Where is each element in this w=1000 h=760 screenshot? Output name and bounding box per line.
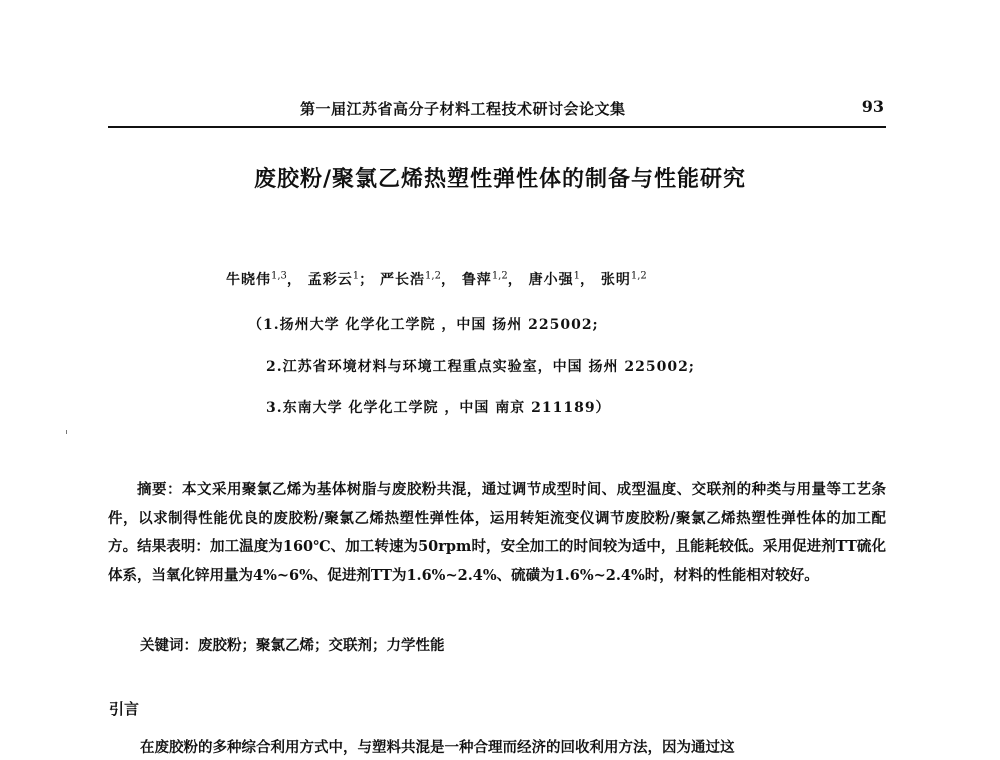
author-separator: ，	[286, 272, 302, 288]
keywords-line: 关键词：废胶粉；聚氯乙烯；交联剂；力学性能	[140, 637, 445, 654]
proceedings-title: 第一届江苏省高分子材料工程技术研讨会论文集	[300, 100, 626, 118]
author-affiliation-mark: 1,2	[425, 270, 441, 282]
author-name: 孟彩云	[307, 272, 353, 288]
introduction-first-line: 在废胶粉的多种综合利用方式中，与塑料共混是一种合理而经济的回收利用方法，因为通过这	[140, 739, 735, 756]
author-list	[226, 269, 647, 289]
author-separator: ，	[579, 272, 595, 288]
author-affiliation-mark: 1	[573, 270, 580, 282]
author-affiliation-mark: 1	[352, 270, 360, 282]
author-affiliation-mark: 1,2	[491, 270, 508, 282]
author-name: 鲁萍	[461, 272, 492, 288]
author-name: 唐小强	[528, 272, 574, 288]
margin-mark	[66, 430, 67, 434]
affiliation-3: 3.东南大学 化学化工学院 ，中国 南京 211189）	[266, 400, 611, 416]
author-separator: ，	[440, 272, 456, 288]
author-name: 张明	[600, 272, 631, 288]
running-header	[108, 96, 886, 128]
author-separator: ；	[359, 272, 375, 288]
abstract-paragraph: 摘要：本文采用聚氯乙烯为基体树脂与废胶粉共混，通过调节成型时间、成型温度、交联剂的种类与用量等工艺条件，以求制得性能优良的废胶粉/聚氯乙烯热塑性弹性体，运用转矩流变仪调节废胶粉/聚氯乙烯热塑性弹性体的加工配方。结果表明：加工温度为160℃、加工转速为50rpm时，安全加工的时间较为适中，且能耗较低。采用促进剂TT硫化体系，当氧化锌用量为4%~6%、促进剂TT为1.6%~2.4%、硫磺为1.6%~2.4%时，材料的性能相对较好。	[108, 481, 886, 584]
author-affiliation-mark: 1,2	[630, 270, 647, 282]
page-number: 93	[861, 97, 884, 116]
author-affiliation-mark: 1,3	[271, 270, 287, 282]
author-name: 严长浩	[380, 272, 426, 288]
introduction-heading: 引言	[109, 700, 140, 718]
author-separator: ，	[507, 272, 523, 288]
author-name: 牛晓伟	[226, 272, 271, 288]
affiliation-2: 2.江苏省环境材料与环境工程重点实验室，中国 扬州 225002;	[266, 359, 695, 375]
affiliation-1: （1.扬州大学 化学化工学院 ，中国 扬州 225002;	[248, 317, 599, 333]
paper-title: 废胶粉/聚氯乙烯热塑性弹性体的制备与性能研究	[253, 167, 747, 192]
